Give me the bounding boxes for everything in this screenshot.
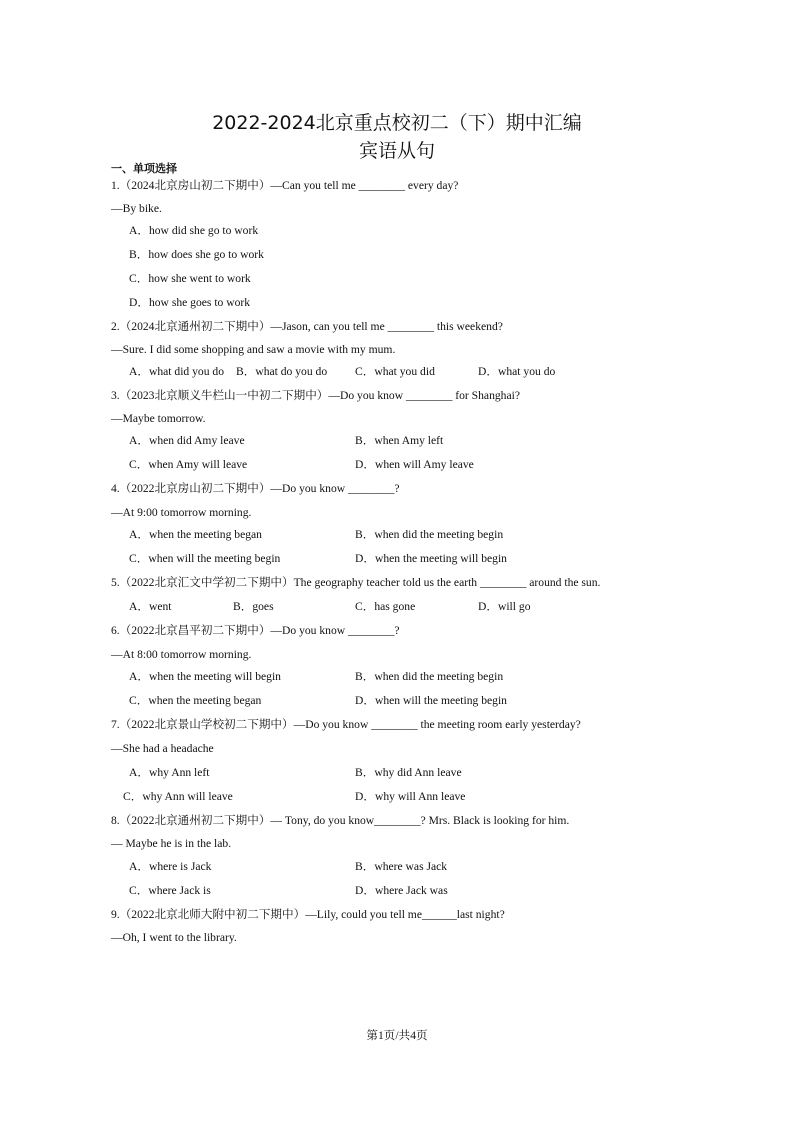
- question-stem: 7.（2022北京景山学校初二下期中）—Do you know ________ the meeting room early yesterday?: [111, 718, 581, 731]
- option: D．what you do: [478, 365, 556, 378]
- option: B．when did the meeting begin: [355, 528, 504, 541]
- option: A．why Ann left: [129, 766, 210, 779]
- page-title: 2022-2024北京重点校初二（下）期中汇编: [212, 112, 582, 134]
- question-reply: —By bike.: [111, 202, 162, 215]
- question-stem: 6.（2022北京昌平初二下期中）—Do you know ________?: [111, 624, 400, 637]
- option: C．has gone: [355, 600, 416, 613]
- question-reply: —At 9:00 tomorrow morning.: [111, 506, 252, 519]
- option: A．went: [129, 600, 172, 613]
- option: D．where Jack was: [355, 884, 448, 897]
- option: A．how did she go to work: [129, 224, 259, 237]
- option: B．where was Jack: [355, 860, 448, 873]
- question-reply: —Oh, I went to the library.: [111, 931, 237, 944]
- option: B．how does she go to work: [129, 248, 264, 261]
- question-stem: 8.（2022北京通州初二下期中）— Tony, do you know________? Mrs. Black is looking for him.: [111, 814, 570, 827]
- question-stem: 4.（2022北京房山初二下期中）—Do you know ________?: [111, 482, 400, 495]
- option: A．what did you do: [129, 365, 224, 378]
- question-stem: 3.（2023北京顺义牛栏山一中初二下期中）—Do you know ________ for Shanghai?: [111, 389, 520, 402]
- option: B．when Amy left: [355, 434, 444, 447]
- question-stem: 9.（2022北京北师大附中初二下期中）—Lily, could you tell me______last night?: [111, 908, 505, 921]
- option: C．where Jack is: [129, 884, 211, 897]
- option: B．why did Ann leave: [355, 766, 462, 779]
- page-subtitle: 宾语从句: [358, 140, 435, 162]
- option: C．when Amy will leave: [129, 458, 248, 471]
- option: B．what do you do: [236, 365, 328, 378]
- section-heading: 一、单项选择: [111, 162, 177, 175]
- option: D．when the meeting will begin: [355, 552, 507, 565]
- option: C．when the meeting began: [129, 694, 262, 707]
- option: D．will go: [478, 600, 531, 613]
- option: A．when the meeting began: [129, 528, 262, 541]
- option: B．when did the meeting begin: [355, 670, 504, 683]
- option: D．why will Ann leave: [355, 790, 466, 803]
- question-reply: —Maybe tomorrow.: [111, 412, 206, 425]
- question-reply: —She had a headache: [111, 742, 214, 755]
- option: D．when will the meeting begin: [355, 694, 507, 707]
- option: D．how she goes to work: [129, 296, 251, 309]
- option: C．how she went to work: [129, 272, 251, 285]
- question-stem: 1.（2024北京房山初二下期中）—Can you tell me ________ every day?: [111, 179, 459, 192]
- question-reply: —Sure. I did some shopping and saw a movie with my mum.: [111, 343, 396, 356]
- question-reply: — Maybe he is in the lab.: [111, 837, 232, 850]
- option: C．when will the meeting begin: [129, 552, 281, 565]
- option: A．when did Amy leave: [129, 434, 245, 447]
- option: A．where is Jack: [129, 860, 212, 873]
- option: C．why Ann will leave: [123, 790, 233, 803]
- question-stem: 2.（2024北京通州初二下期中）—Jason, can you tell me ________ this weekend?: [111, 320, 503, 333]
- option: B．goes: [233, 600, 274, 613]
- question-stem: 5.（2022北京汇文中学初二下期中）The geography teacher told us the earth ________ around the sun.: [111, 576, 601, 589]
- option: D．when will Amy leave: [355, 458, 474, 471]
- option: C．what you did: [355, 365, 435, 378]
- option: A．when the meeting will begin: [129, 670, 281, 683]
- page-number: 第1页/共4页: [366, 1029, 428, 1042]
- question-reply: —At 8:00 tomorrow morning.: [111, 648, 252, 661]
